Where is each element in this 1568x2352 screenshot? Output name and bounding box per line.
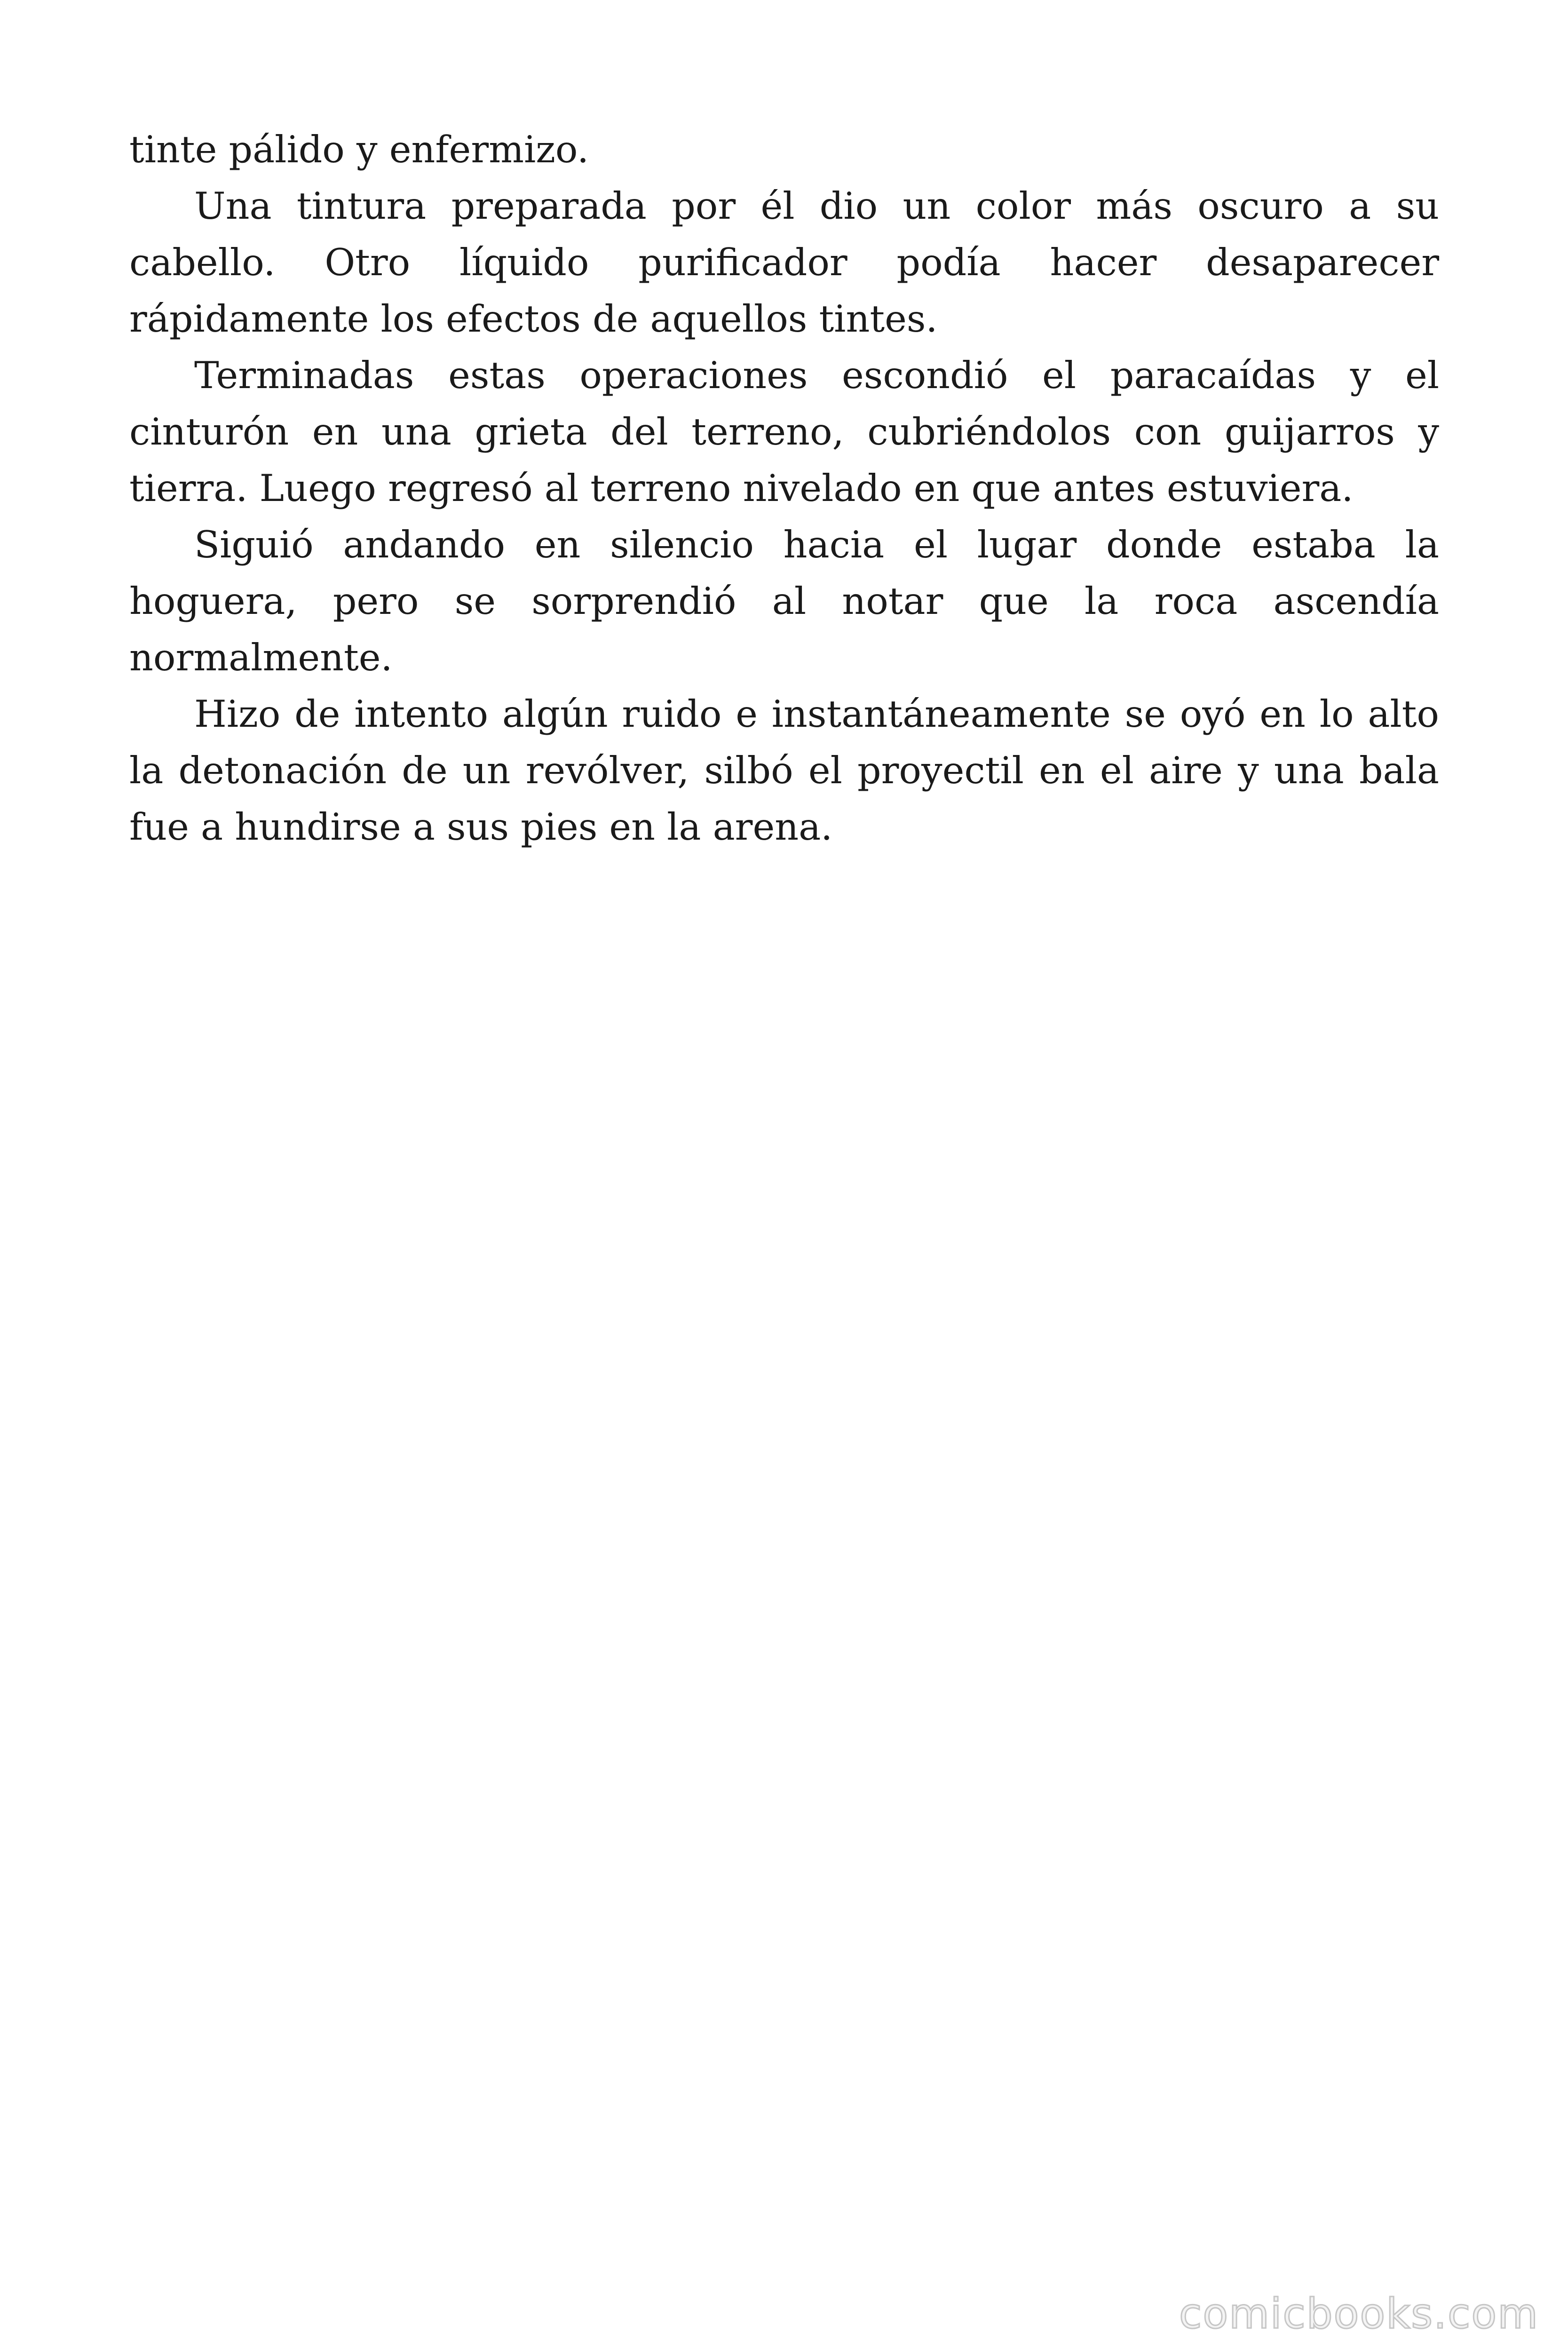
paragraph-5: Hizo de intento algún ruido e instantáneamente se oyó en lo alto la detonación de un revólver, silbó el proyectil en el aire y una bala fue a hundirse a sus pies en la arena. [129, 692, 1439, 849]
paragraph-4: Siguió andando en silencio hacia el lugar donde estaba la hoguera, pero se sorprendió al notar que la roca ascendía normalmente. [129, 523, 1439, 679]
watermark-text: comicbooks.com [1179, 2289, 1539, 2338]
body-text [129, 121, 1439, 855]
paragraph-1: tinte pálido y enfermizo. [129, 128, 589, 171]
paragraph-3: Terminadas estas operaciones escondió el paracaídas y el cinturón en una grieta del terreno, cubriéndolos con guijarros y tierra. Luego regresó al terreno nivelado en que antes estuviera. [129, 354, 1439, 510]
paragraph-2: Una tintura preparada por él dio un color más oscuro a su cabello. Otro líquido purificador podía hacer desaparecer rápidamente los efectos de aquellos tintes. [129, 184, 1439, 341]
